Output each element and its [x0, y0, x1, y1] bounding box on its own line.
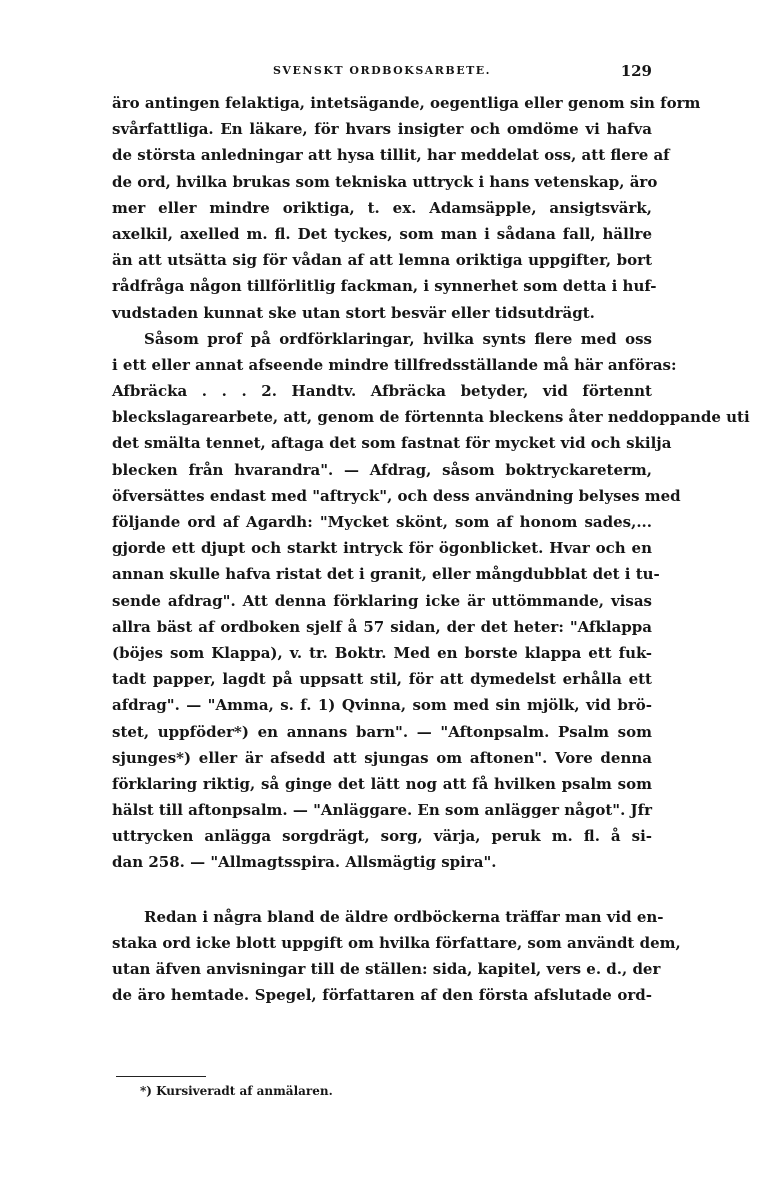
text-line: sende afdrag". Att denna förklaring icke är uttömmande, visas — [112, 591, 652, 610]
paragraph-gap — [112, 876, 652, 904]
text-line: hälst till aftonpsalm. — "Anläggare. En som anlägger något". Jfr — [112, 801, 652, 820]
text-line: rådfråga någon tillförlitlig fackman, i synnerhet som detta i huf- — [112, 277, 657, 296]
text-line: äro antingen felaktiga, intetsägande, oegentliga eller genom sin form — [112, 94, 701, 112]
text-line: (böjes som Klappa), v. tr. Boktr. Med en borste klappa ett fuk- — [112, 643, 652, 662]
text-line: mer eller mindre oriktiga, t. ex. Adamsäpple, ansigtsvärk, — [112, 198, 652, 217]
paragraph-2 — [112, 326, 750, 876]
text-line: annan skulle hafva ristat det i granit, eller mångdubblat det i tu- — [112, 565, 660, 584]
text-line: sjunges*) eller är afsedd att sjungas om aftonen". Vore denna — [112, 748, 652, 767]
text-line: det smälta tennet, aftaga det som fastnat för mycket vid och skilja — [112, 434, 672, 453]
text-line: Redan i några bland de äldre ordböckerna träffar man vid en- — [144, 907, 664, 926]
text-line: staka ord icke blott uppgift om hvilka författare, som användt dem, — [112, 933, 681, 952]
text-line: axelkil, axelled m. fl. Det tyckes, som man i sådana fall, hällre — [112, 224, 652, 243]
paragraph-1 — [112, 90, 701, 326]
running-head — [112, 64, 652, 86]
text-line: än att utsätta sig för vådan af att lemna oriktiga uppgifter, bort — [112, 251, 652, 270]
text-line: de största anledningar att hysa tillit, har meddelat oss, att flere af — [112, 146, 670, 165]
text-line: utan äfven anvisningar till de ställen: sida, kapitel, vers e. d., der — [112, 960, 661, 978]
text-line: gjorde ett djupt och starkt intryck för ögonblicket. Hvar och en — [112, 539, 652, 558]
text-line: allra bäst af ordboken sjelf å 57 sidan, der det heter: "Afklappa — [112, 617, 652, 636]
text-line: stet, uppföder*) en annans barn". — "Aftonpsalm. Psalm som — [112, 722, 652, 741]
text-line: bleckslagarearbete, att, genom de förtennta bleckens åter neddoppande uti — [112, 408, 750, 427]
text-line: svårfattliga. En läkare, för hvars insigter och omdöme vi hafva — [112, 120, 652, 139]
text-line: Afbräcka . . . 2. Handtv. Afbräcka betyder, vid förtennt — [112, 382, 652, 401]
text-line: de äro hemtade. Spegel, författaren af den första afslutade ord- — [112, 986, 652, 1005]
text-line: Såsom prof på ordförklaringar, hvilka synts flere med oss — [144, 329, 652, 348]
text-line: de ord, hvilka brukas som tekniska uttryck i hans vetenskap, äro — [112, 172, 658, 191]
text-line: tadt papper, lagdt på uppsatt stil, för att dymedelst erhålla ett — [112, 670, 652, 689]
text-line: öfversättes endast med "aftryck", och dess användning belyses med — [112, 486, 681, 505]
paragraph-3 — [112, 904, 681, 1009]
footnote: *) Kursiveradt af anmälaren. — [140, 1084, 333, 1098]
text-line: blecken från hvarandra". — Afdrag, såsom boktryckareterm, — [112, 460, 652, 479]
page-number: 129 — [620, 62, 652, 80]
text-line: afdrag". — "Amma, s. f. 1) Qvinna, som med sin mjölk, vid brö- — [112, 696, 652, 715]
text-line: uttrycken anlägga sorgdrägt, sorg, värja, peruk m. fl. å si- — [112, 827, 652, 846]
text-line: dan 258. — "Allmagtsspira. Allsmägtig spira". — [112, 853, 497, 872]
footnote-rule — [116, 1076, 206, 1077]
body-text — [112, 90, 750, 1008]
text-line: följande ord af Agardh: "Mycket skönt, som af honom sades,... — [112, 513, 652, 531]
text-line: förklaring riktig, så ginge det lätt nog att få hvilken psalm som — [112, 774, 652, 793]
text-line: vudstaden kunnat ske utan stort besvär eller tidsutdrägt. — [112, 303, 595, 322]
running-title: SVENSKT ORDBOKSARBETE. — [272, 64, 492, 77]
text-line: i ett eller annat afseende mindre tillfredsställande må här anföras: — [112, 355, 677, 374]
